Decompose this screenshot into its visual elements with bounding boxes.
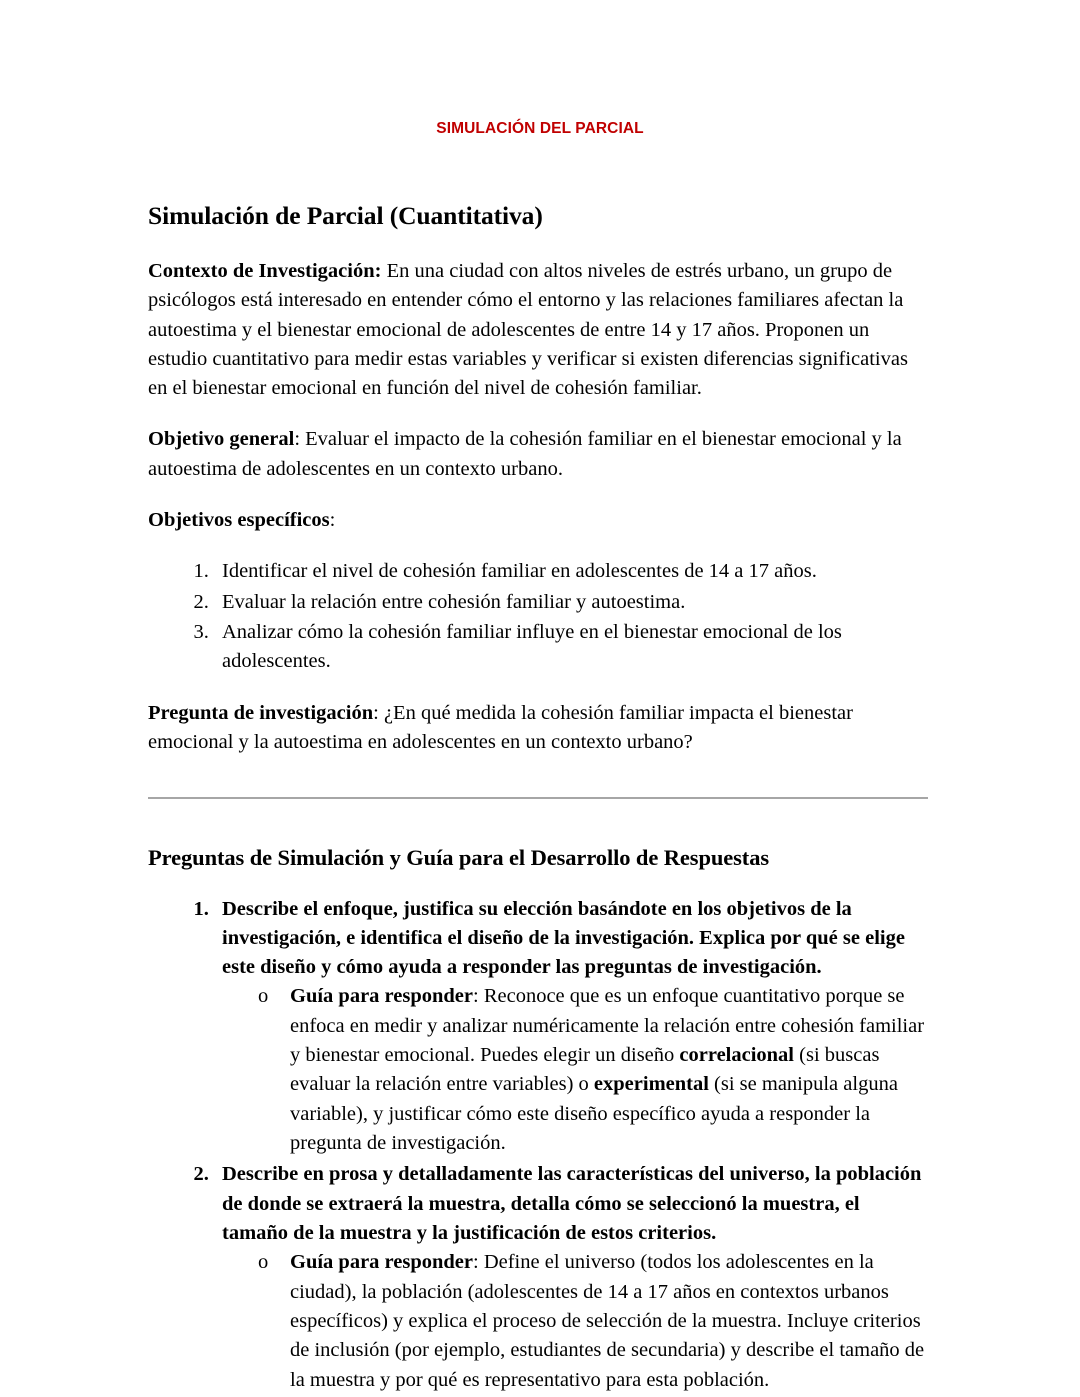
question-prompt: 2. Describe en prosa y detalladamente las características del universo, la población de donde se extraerá la muestra, detalla cómo se seleccionó la muestra, el tamaño de la muestra y la justificación de estos criterios. [222, 1163, 922, 1244]
question-item [214, 895, 928, 1159]
guide-text-part1: : Reconoce que es un enfoque cuantitativo porque se enfoca en medir y analizar numéricamente la relación entre cohesión familiar y bienestar emocional. Puedes elegir un diseño [290, 985, 925, 1067]
section-title-preguntas: Preguntas de Simulación y Guía para el Desarrollo de Respuestas [148, 845, 770, 871]
guide-item [252, 1248, 928, 1395]
guide-label: Guía para responder [290, 985, 473, 1008]
objetivos-especificos-label: Objetivos específicos [148, 509, 330, 532]
pregunta-investigacion-text: : ¿En qué medida la cohesión familiar impacta el bienestar emocional y la autoestima en adolescentes en un contexto urbano? [148, 701, 853, 753]
list-item: 3. Analizar cómo la cohesión familiar influye en el bienestar emocional de los adolescentes. [214, 618, 928, 677]
page-title: Simulación de Parcial (Cuantitativa) [148, 201, 543, 230]
list-item: 2. Evaluar la relación entre cohesión familiar y autoestima. [214, 588, 928, 617]
guide-list [222, 1248, 928, 1395]
pregunta-investigacion-paragraph [148, 699, 928, 758]
running-head-text: SIMULACIÓN DEL PARCIAL [436, 120, 644, 137]
objetivo-general-text: : Evaluar el impacto de la cohesión familiar en el bienestar emocional y la autoestima de adolescentes en un contexto urbano. [148, 428, 902, 480]
guide-label: Guía para responder [290, 1251, 473, 1274]
question-list [148, 895, 928, 1395]
document-body [0, 138, 1080, 1395]
guide-emphasis-experimental: experimental [593, 1073, 709, 1096]
document-header [0, 0, 1080, 138]
objetivos-especificos-list [148, 557, 928, 676]
guide-list [222, 982, 928, 1158]
objetivo-general-label: Objetivo general [148, 428, 295, 451]
objetivos-especificos-heading [148, 506, 928, 535]
guide-text-part2: (si buscas evaluar la relación entre variables) o [290, 1044, 880, 1096]
objetivo-general-paragraph [148, 425, 928, 484]
pregunta-investigacion-label: Pregunta de investigación [148, 701, 374, 724]
question-prompt: 1. Describe el enfoque, justifica su elección basándote en los objetivos de la investigación, e identifica el diseño de la investigación. Explica por qué se elige este diseño y cómo ayuda a responder las preguntas de investigación. [222, 897, 905, 979]
question-item [214, 1160, 928, 1395]
list-item: 1. Identificar el nivel de cohesión familiar en adolescentes de 14 a 17 años. [214, 557, 928, 586]
context-label: Contexto de Investigación: [148, 259, 382, 282]
guide-text-part1: : Define el universo (todos los adolescentes en la ciudad), la población (adolescentes de 14 a 17 años en contextos urbanos específicos) y explica el proceso de selección de la muestra. Incluye criterios de inclusión (por ejemplo, estudiantes de secundaria) y describe el tamaño de la muestra y por qué es representativo para esta población. [290, 1251, 925, 1391]
context-text: En una ciudad con altos niveles de estrés urbano, un grupo de psicólogos está interesado en entender cómo el entorno y las relaciones familiares afectan la autoestima y el bienestar emocional de adolescentes de entre 14 y 17 años. Proponen un estudio cuantitativo para medir estas variables y verificar si existen diferencias significativas en el bienestar emocional en función del nivel de cohesión familiar. [148, 259, 908, 400]
guide-item [252, 982, 928, 1158]
circle-bullet-icon: o [258, 1251, 269, 1274]
guide-emphasis-correlacional: correlacional [679, 1044, 795, 1067]
context-paragraph [148, 257, 928, 404]
circle-bullet-icon: o [258, 985, 269, 1008]
guide-text-part3: (si se manipula alguna variable), y justificar cómo este diseño específico ayuda a responder la pregunta de investigación. [290, 1073, 898, 1154]
objetivos-especificos-colon: : [329, 509, 336, 532]
section-divider [148, 797, 928, 799]
